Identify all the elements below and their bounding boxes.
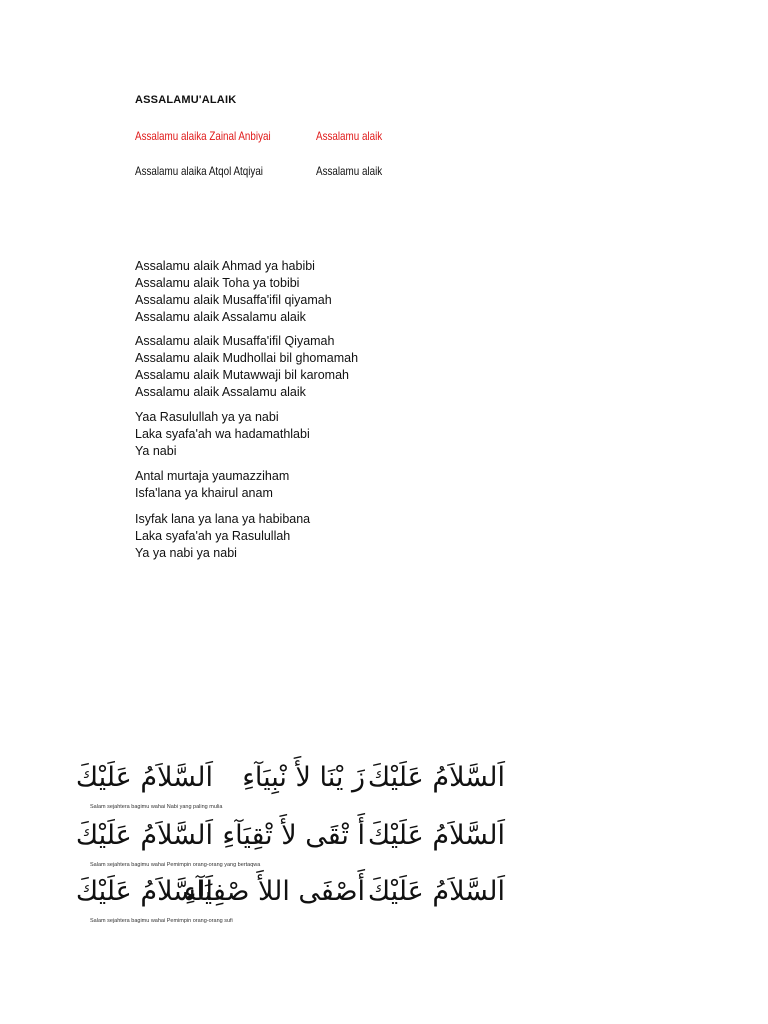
- stanza-line: Assalamu alaik Mudhollai bil ghomamah: [135, 351, 359, 365]
- translation-caption: Salam sejahtera bagimu wahai Pemimpin orang-orang yang bertaqwa: [90, 862, 261, 868]
- arabic-verse-2: [75, 820, 505, 876]
- arabic-phrase: اَلسَّلاَمُ عَلَيْكَ: [75, 820, 213, 851]
- stanza-line: Laka syafa'ah ya Rasulullah: [135, 529, 291, 543]
- greeting-row-red: [135, 129, 555, 147]
- stanza-1: [135, 258, 332, 326]
- translation-caption: Salam sejahtera bagimu wahai Nabi yang paling mulia: [90, 804, 223, 810]
- greeting-row-black: [135, 164, 555, 182]
- stanza-line: Assalamu alaik Mutawwaji bil karomah: [135, 368, 349, 382]
- arabic-phrase: زَ يْنَا لأَ نْبِيَآءِ: [242, 762, 365, 793]
- arabic-verse-3: [75, 876, 505, 932]
- arabic-phrase: أَ تْقَى لأَ تْقِيَآءِ: [222, 820, 365, 851]
- arabic-verse-1: [75, 762, 505, 818]
- arabic-phrase: اَلسَّلاَمُ عَلَيْكَ: [367, 762, 505, 793]
- stanza-line: Assalamu alaik Assalamu alaik: [135, 385, 306, 399]
- stanza-line: Isfa'lana ya khairul anam: [135, 486, 273, 500]
- stanza-line: Assalamu alaik Ahmad ya habibi: [135, 259, 315, 273]
- stanza-line: Ya nabi: [135, 444, 177, 458]
- arabic-phrase: اَلسَّلاَمُ عَلَيْكَ: [75, 876, 213, 907]
- arabic-phrase: اَلسَّلاَمُ عَلَيْكَ: [75, 762, 213, 793]
- translation-caption: Salam sejahtera bagimu wahai Pemimpin orang-orang sufi: [90, 918, 233, 924]
- stanza-4: [135, 468, 289, 502]
- stanza-line: Laka syafa'ah wa hadamathlabi: [135, 427, 310, 441]
- page-title: ASSALAMU'ALAIK: [135, 94, 237, 106]
- stanza-2: [135, 333, 358, 401]
- arabic-phrase: أَصْفَى اللأَ صْفِيَآءِ: [183, 876, 365, 907]
- stanza-line: Ya ya nabi ya nabi: [135, 546, 237, 560]
- greeting-black-right: Assalamu alaik: [316, 164, 383, 178]
- stanza-3: [135, 409, 310, 460]
- stanza-5: [135, 511, 310, 562]
- arabic-phrase: اَلسَّلاَمُ عَلَيْكَ: [367, 876, 505, 907]
- stanza-line: Yaa Rasulullah ya ya nabi: [135, 410, 279, 424]
- stanza-line: Antal murtaja yaumazziham: [135, 469, 290, 483]
- stanza-line: Assalamu alaik Musaffa'ifil Qiyamah: [135, 334, 335, 348]
- greeting-black-left: Assalamu alaika Atqol Atqiyai: [135, 164, 263, 178]
- stanza-line: Assalamu alaik Musaffa'ifil qiyamah: [135, 293, 332, 307]
- stanza-line: Assalamu alaik Toha ya tobibi: [135, 276, 300, 290]
- arabic-phrase: اَلسَّلاَمُ عَلَيْكَ: [367, 820, 505, 851]
- greeting-red-left: Assalamu alaika Zainal Anbiyai: [135, 129, 271, 143]
- greeting-red-right: Assalamu alaik: [316, 129, 383, 143]
- stanza-line: Isyfak lana ya lana ya habibana: [135, 512, 311, 526]
- stanza-line: Assalamu alaik Assalamu alaik: [135, 310, 306, 324]
